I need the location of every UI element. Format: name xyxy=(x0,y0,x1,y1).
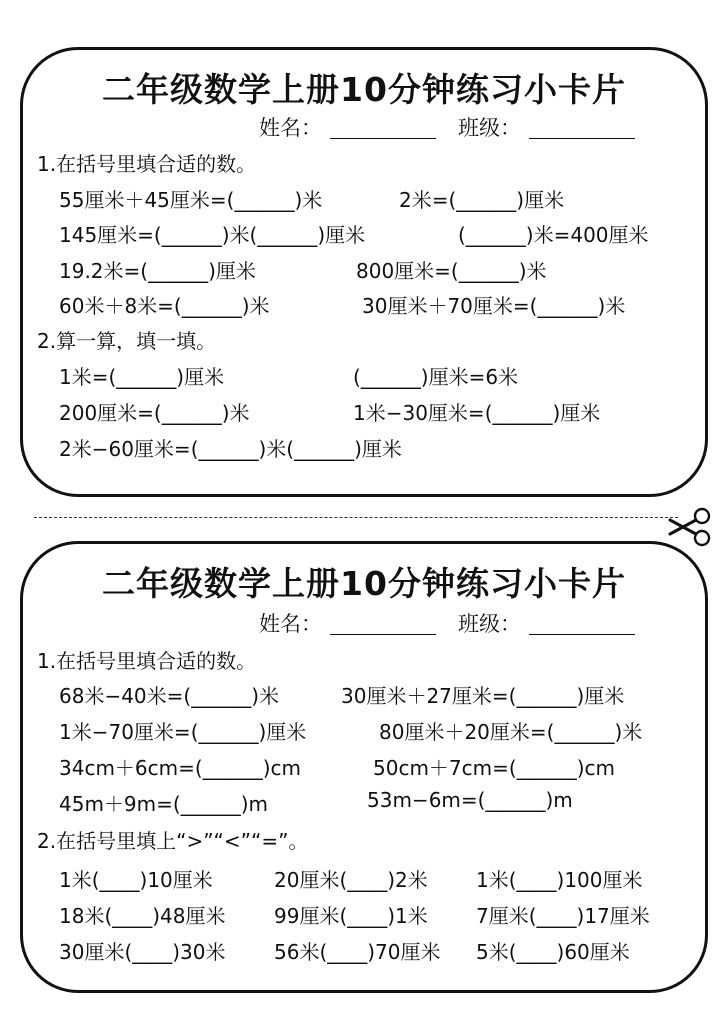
exercise[interactable]: 2米−60厘米=(______)米(______)厘米 xyxy=(59,437,402,461)
compare-exercise[interactable]: 99厘米(____)1米 xyxy=(274,904,428,928)
card-title: 二年级数学上册10分钟练习小卡片 xyxy=(102,564,626,603)
exercise[interactable]: 800厘米=(______)米 xyxy=(356,259,547,283)
exercise[interactable]: 2米=(______)厘米 xyxy=(399,188,565,212)
exercise[interactable]: 30厘米＋70厘米=(______)米 xyxy=(362,294,626,318)
name-class-row xyxy=(259,112,657,142)
section-2-heading: 2.在括号里填上“>”“<”“=”。 xyxy=(37,829,309,853)
compare-exercise[interactable]: 1米(____)100厘米 xyxy=(476,868,643,892)
exercise[interactable]: 50cm＋7cm=(______)cm xyxy=(373,756,615,780)
exercise[interactable]: (______)米=400厘米 xyxy=(458,223,649,247)
name-label: 姓名： xyxy=(259,116,322,140)
exercise[interactable]: 19.2米=(______)厘米 xyxy=(59,259,256,283)
exercise[interactable]: 60米＋8米=(______)米 xyxy=(59,294,270,318)
compare-exercise[interactable]: 18米(____)48厘米 xyxy=(59,904,226,928)
exercise[interactable]: 1米−70厘米=(______)厘米 xyxy=(59,720,307,744)
compare-exercise[interactable]: 56米(____)70厘米 xyxy=(274,940,441,964)
exercise[interactable]: 53m−6m=(______)m xyxy=(367,788,573,812)
exercise[interactable]: 34cm＋6cm=(______)cm xyxy=(59,756,301,780)
exercise[interactable]: 80厘米＋20厘米=(______)米 xyxy=(379,720,643,744)
compare-exercise[interactable]: 7厘米(____)17厘米 xyxy=(476,904,650,928)
card-title: 二年级数学上册10分钟练习小卡片 xyxy=(102,70,626,109)
exercise[interactable]: 200厘米=(______)米 xyxy=(59,401,250,425)
practice-card-2 xyxy=(20,541,708,993)
exercise[interactable]: 30厘米＋27厘米=(______)厘米 xyxy=(341,684,625,708)
class-blank[interactable] xyxy=(529,137,635,139)
exercise[interactable]: 68米−40米=(______)米 xyxy=(59,684,280,708)
compare-exercise[interactable]: 30厘米(____)30米 xyxy=(59,940,226,964)
name-class-row xyxy=(259,608,657,638)
name-label: 姓名： xyxy=(259,612,322,636)
class-label: 班级： xyxy=(458,612,521,636)
exercise[interactable]: 145厘米=(______)米(______)厘米 xyxy=(59,223,366,247)
exercise[interactable]: 1米=(______)厘米 xyxy=(59,365,225,389)
section-1-heading: 1.在括号里填合适的数。 xyxy=(37,152,257,176)
practice-card-1 xyxy=(20,47,708,497)
exercise[interactable]: 45m＋9m=(______)m xyxy=(59,792,268,816)
name-blank[interactable] xyxy=(330,633,436,635)
compare-exercise[interactable]: 5米(____)60厘米 xyxy=(476,940,630,964)
compare-exercise[interactable]: 1米(____)10厘米 xyxy=(59,868,213,892)
section-1-heading: 1.在括号里填合适的数。 xyxy=(37,649,257,673)
name-blank[interactable] xyxy=(330,137,436,139)
exercise[interactable]: 55厘米＋45厘米=(______)米 xyxy=(59,188,323,212)
exercise[interactable]: 1米−30厘米=(______)厘米 xyxy=(353,401,601,425)
section-2-heading: 2.算一算，填一填。 xyxy=(37,329,217,353)
exercise[interactable]: (______)厘米=6米 xyxy=(353,365,519,389)
class-blank[interactable] xyxy=(529,633,635,635)
scissors-icon xyxy=(666,506,712,548)
cut-line xyxy=(34,517,678,518)
compare-exercise[interactable]: 20厘米(____)2米 xyxy=(274,868,428,892)
class-label: 班级： xyxy=(458,116,521,140)
